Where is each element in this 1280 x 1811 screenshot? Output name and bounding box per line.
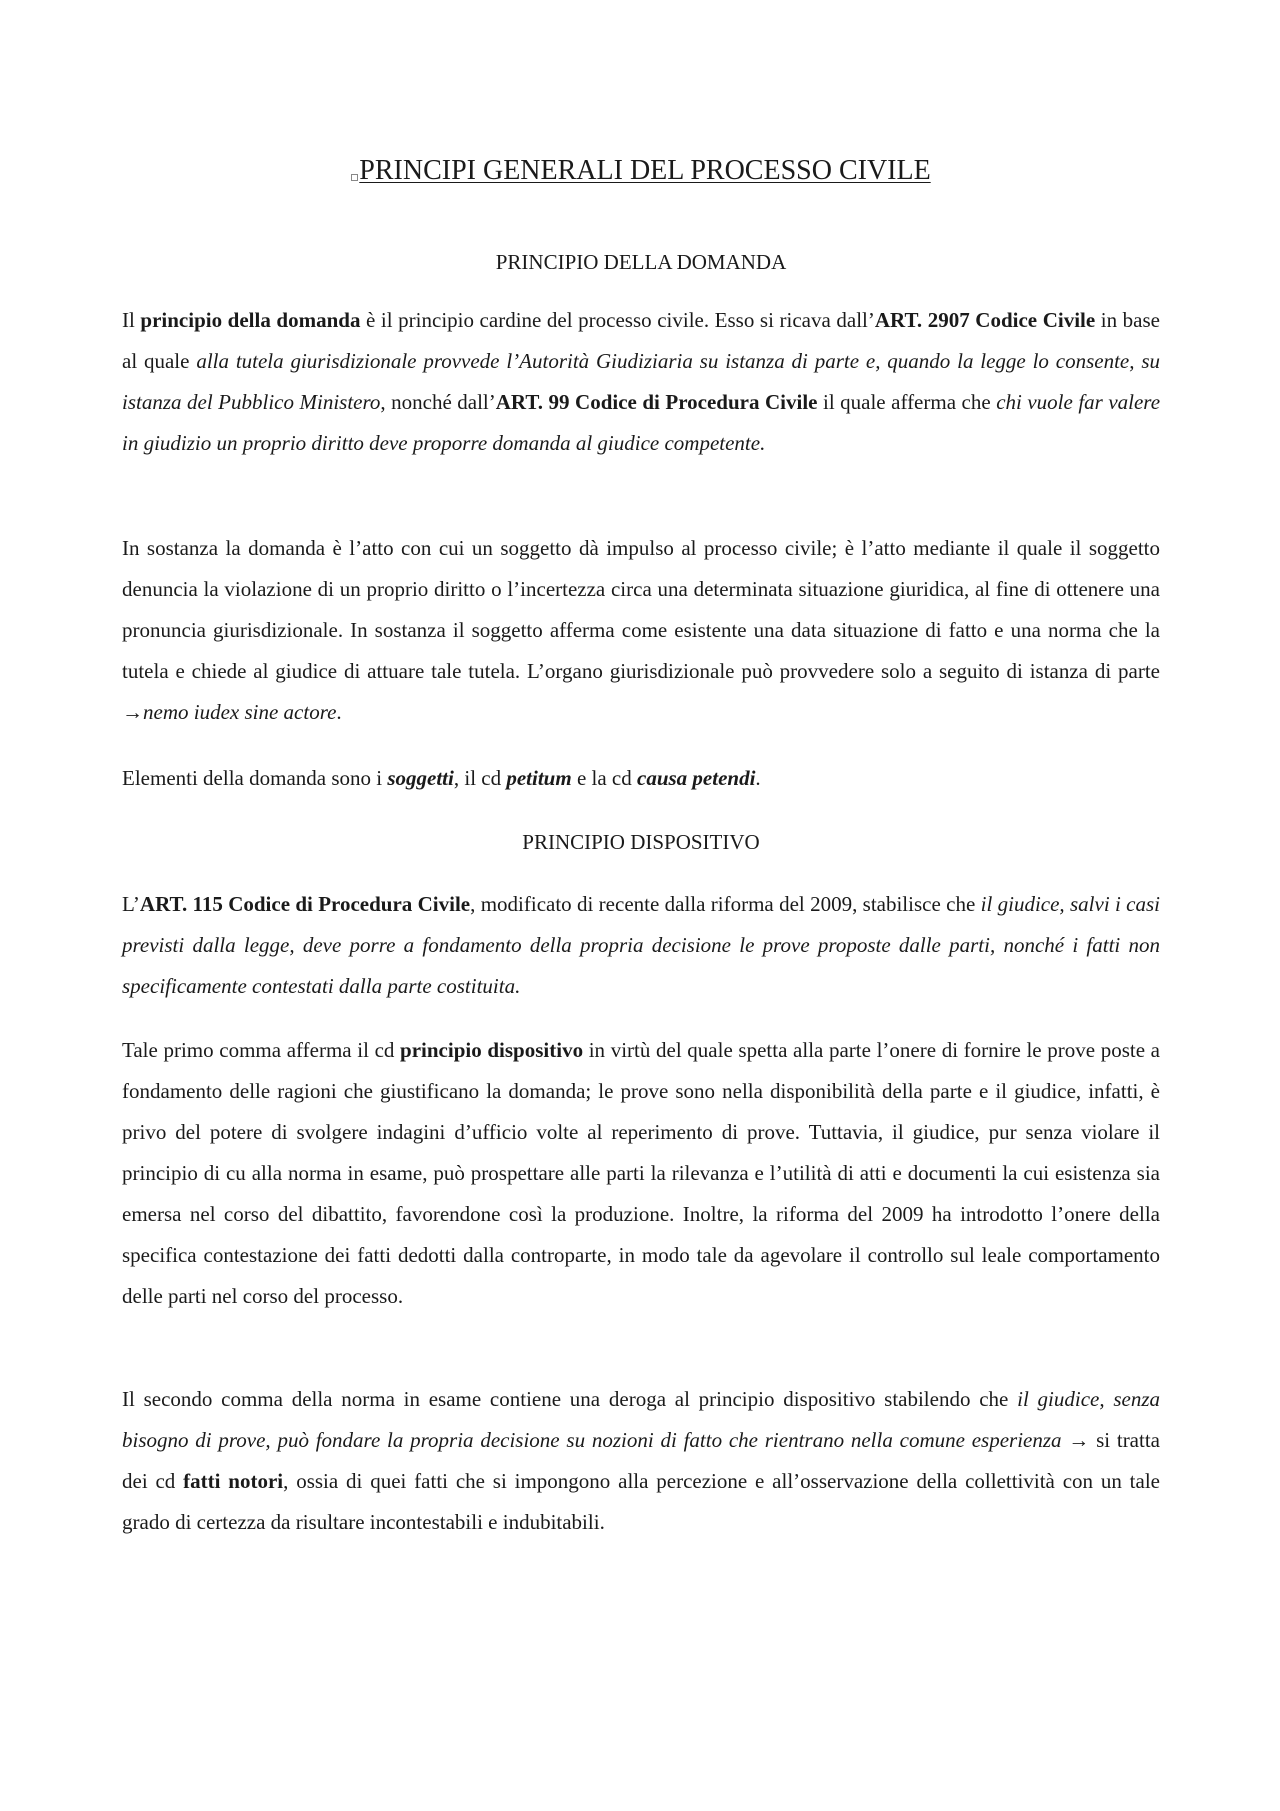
text-run: . (755, 766, 761, 790)
section-heading: PRINCIPIO DISPOSITIVO (522, 830, 760, 854)
bold-text: ART. 2907 Codice Civile (874, 308, 1096, 332)
text-run: → (122, 700, 143, 724)
bold-text: fatti notori (183, 1469, 284, 1493)
document-title (122, 154, 1160, 188)
bold-text: principio della domanda (140, 308, 361, 332)
bold-italic-text: causa petendi (637, 766, 756, 790)
bold-text: ART. 115 Codice di Procedura Civile (139, 892, 471, 916)
section-heading: PRINCIPIO DELLA DOMANDA (495, 250, 787, 274)
text-run: e la cd (571, 766, 637, 790)
italic-text: chi vuole far valere in giudizio un proprio diritto deve proporre domanda al giudice competente. (122, 390, 1161, 455)
text-run: Il (122, 308, 141, 332)
text-run: , modificato di recente dalla riforma del 2009, stabilisce che (470, 892, 981, 916)
bold-italic-text: soggetti (387, 766, 454, 790)
italic-text: il giudice, senza bisogno di prove, può fondare la propria decisione su nozioni di fatto che rientrano nella comune esperienza (122, 1387, 1160, 1452)
text-run: L’ (122, 892, 140, 916)
paragraph (122, 1030, 1160, 1317)
paragraph (122, 1379, 1160, 1543)
text-run: Elementi della domanda sono i (122, 766, 388, 790)
bold-italic-text: petitum (506, 766, 572, 790)
text-run: il quale afferma che (817, 390, 997, 414)
bold-text: principio dispositivo (400, 1038, 584, 1062)
text-run: è il principio cardine del processo civile. Esso si ricava dall’ (360, 308, 875, 332)
italic-text: alla tutela giurisdizionale provvede l’Autorità Giudiziaria su istanza di parte e, quando la legge lo consente, su istanza del Pubblico Ministero (122, 349, 1160, 414)
text-run: , ossia di quei fatti che si impongono alla percezione e all’osservazione della collettività con un tale grado di certezza da risultare incontestabili e indubitabili. (122, 1469, 1160, 1534)
paragraph (122, 758, 1160, 799)
paragraph (122, 300, 1160, 464)
text-run: in base al quale (122, 308, 1160, 373)
document-title-text: PRINCIPI GENERALI DEL PROCESSO CIVILE (359, 155, 931, 186)
paragraph (122, 528, 1160, 733)
text-run: , il cd (453, 766, 507, 790)
text-run: . (336, 700, 342, 724)
paragraph (122, 884, 1160, 1007)
text-run: Il secondo comma della norma in esame contiene una deroga al principio dispositivo stabilendo che (122, 1387, 1018, 1411)
text-run: in virtù del quale spetta alla parte l’onere di fornire le prove poste a fondamento delle ragioni che giustificano la domanda; le prove sono nella disponibilità della parte e il giudice, infatti, è privo del potere di svolgere indagini d’ufficio volte al reperimento di prove. Tuttavia, il giudice, pur senza violare il principio di cu alla norma in esame, può prospettare alle parti la rilevanza e l’utilità di atti e documenti la cui esistenza sia emersa nel corso del dibattito, favorendone così la produzione. Inoltre, la riforma del 2009 ha introdotto l’onere della specifica contestazione dei fatti dedotti dalla controparte, in modo tale da agevolare il controllo sul leale comportamento delle parti nel corso del processo. (122, 1038, 1160, 1308)
text-run: Tale primo comma afferma il cd (122, 1038, 401, 1062)
text-run: → si tratta dei cd (122, 1428, 1160, 1493)
italic-text: nemo iudex sine actore (143, 700, 337, 724)
bold-text: ART. 99 Codice di Procedura Civile (495, 390, 818, 414)
italic-text: il giudice, salvi i casi previsti dalla legge, deve porre a fondamento della propria decisione le prove proposte dalle parti, nonché i fatti non specificamente contestati dalla parte costituita. (122, 892, 1160, 998)
anchor-icon (351, 174, 358, 181)
text-run: , nonché dall’ (380, 390, 496, 414)
text-run: In sostanza la domanda è l’atto con cui un soggetto dà impulso al processo civile; è l’atto mediante il quale il soggetto denuncia la violazione di un proprio diritto o l’incertezza circa una determinata situazione giuridica, al fine di ottenere una pronuncia giurisdizionale. In sostanza il soggetto afferma come esistente una data situazione di fatto e una norma che la tutela e chiede al giudice di attuare tale tutela. L’organo giurisdizionale può provvedere solo a seguito di istanza di parte (122, 536, 1160, 683)
